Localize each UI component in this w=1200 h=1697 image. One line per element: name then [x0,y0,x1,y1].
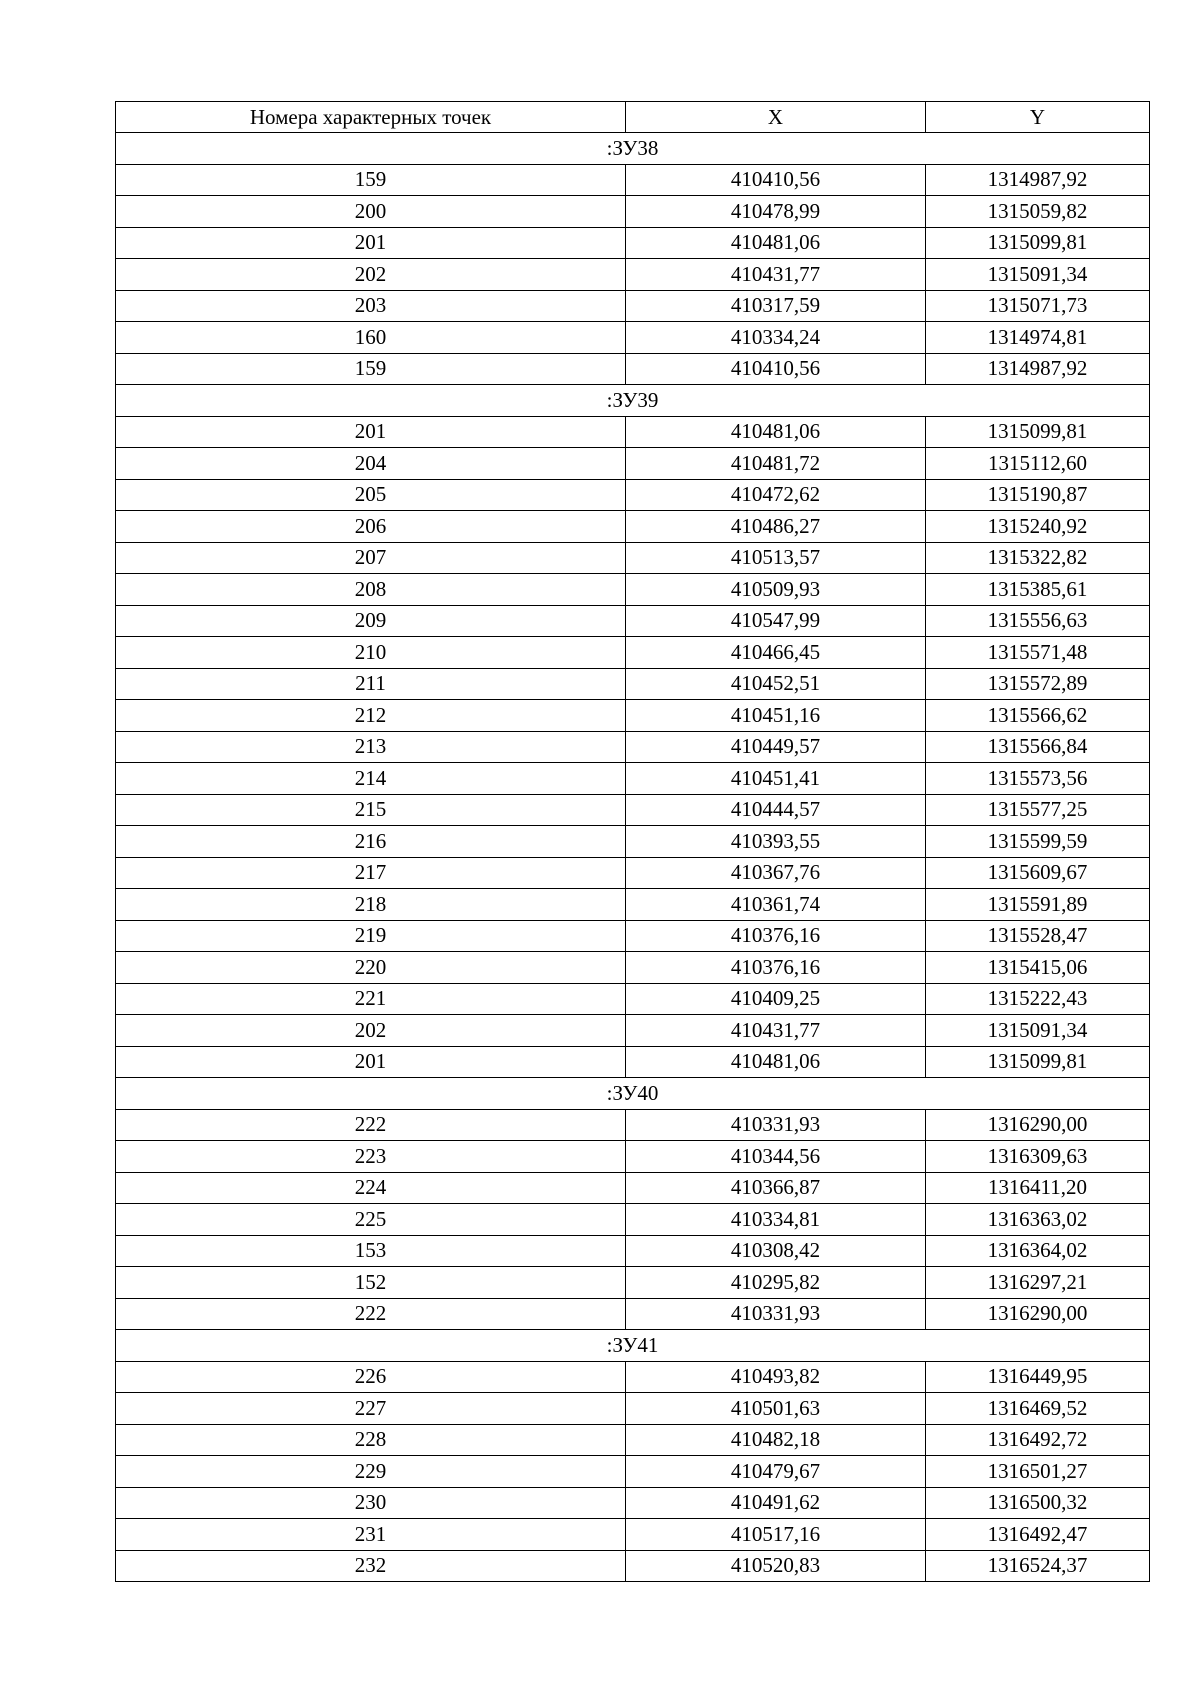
point-number-cell: 223 [116,1141,626,1173]
point-number-cell: 210 [116,637,626,669]
point-number-cell: 152 [116,1267,626,1299]
point-number-cell: 220 [116,952,626,984]
point-number-cell: 206 [116,511,626,543]
table-row [116,227,1150,259]
x-coordinate-cell: 410376,16 [626,952,926,984]
y-coordinate-cell: 1315572,89 [926,668,1150,700]
point-number-cell: 159 [116,353,626,385]
point-number-cell: 215 [116,794,626,826]
table-row [116,511,1150,543]
x-coordinate-cell: 410517,16 [626,1519,926,1551]
y-coordinate-cell: 1315577,25 [926,794,1150,826]
point-number-cell: 211 [116,668,626,700]
point-number-cell: 226 [116,1361,626,1393]
table-row [116,574,1150,606]
x-coordinate-cell: 410481,06 [626,227,926,259]
section-row [116,1078,1150,1110]
point-number-cell: 205 [116,479,626,511]
point-number-cell: 208 [116,574,626,606]
x-coordinate-cell: 410481,06 [626,416,926,448]
x-coordinate-cell: 410331,93 [626,1109,926,1141]
y-coordinate-cell: 1315599,59 [926,826,1150,858]
point-number-cell: 216 [116,826,626,858]
table-row [116,637,1150,669]
x-coordinate-cell: 410451,41 [626,763,926,795]
table-row [116,322,1150,354]
section-row [116,385,1150,417]
x-coordinate-cell: 410481,72 [626,448,926,480]
x-coordinate-cell: 410295,82 [626,1267,926,1299]
point-number-cell: 230 [116,1487,626,1519]
table-row [116,1204,1150,1236]
point-number-cell: 232 [116,1550,626,1582]
table-row [116,290,1150,322]
point-number-cell: 217 [116,857,626,889]
table-row [116,1519,1150,1551]
header-y: Y [926,102,1150,133]
section-title: :ЗУ40 [116,1078,1150,1110]
y-coordinate-cell: 1316500,32 [926,1487,1150,1519]
x-coordinate-cell: 410486,27 [626,511,926,543]
table-row [116,952,1150,984]
table-row [116,479,1150,511]
y-coordinate-cell: 1315385,61 [926,574,1150,606]
point-number-cell: 212 [116,700,626,732]
x-coordinate-cell: 410366,87 [626,1172,926,1204]
point-number-cell: 222 [116,1109,626,1141]
header-point-number: Номера характерных точек [116,102,626,133]
x-coordinate-cell: 410479,67 [626,1456,926,1488]
x-coordinate-cell: 410472,62 [626,479,926,511]
y-coordinate-cell: 1315099,81 [926,227,1150,259]
y-coordinate-cell: 1316309,63 [926,1141,1150,1173]
table-row [116,826,1150,858]
point-number-cell: 218 [116,889,626,921]
y-coordinate-cell: 1315566,62 [926,700,1150,732]
table-row [116,889,1150,921]
table-row [116,1046,1150,1078]
coordinates-table [115,101,1150,1582]
y-coordinate-cell: 1314987,92 [926,353,1150,385]
x-coordinate-cell: 410482,18 [626,1424,926,1456]
point-number-cell: 228 [116,1424,626,1456]
y-coordinate-cell: 1315190,87 [926,479,1150,511]
x-coordinate-cell: 410431,77 [626,259,926,291]
point-number-cell: 222 [116,1298,626,1330]
table-row [116,196,1150,228]
y-coordinate-cell: 1316501,27 [926,1456,1150,1488]
x-coordinate-cell: 410449,57 [626,731,926,763]
point-number-cell: 200 [116,196,626,228]
y-coordinate-cell: 1316492,72 [926,1424,1150,1456]
y-coordinate-cell: 1314974,81 [926,322,1150,354]
y-coordinate-cell: 1315099,81 [926,1046,1150,1078]
y-coordinate-cell: 1315091,34 [926,1015,1150,1047]
point-number-cell: 204 [116,448,626,480]
x-coordinate-cell: 410431,77 [626,1015,926,1047]
y-coordinate-cell: 1315222,43 [926,983,1150,1015]
y-coordinate-cell: 1315609,67 [926,857,1150,889]
table-row [116,164,1150,196]
x-coordinate-cell: 410331,93 [626,1298,926,1330]
y-coordinate-cell: 1315571,48 [926,637,1150,669]
section-title: :ЗУ39 [116,385,1150,417]
section-title: :ЗУ41 [116,1330,1150,1362]
point-number-cell: 221 [116,983,626,1015]
x-coordinate-cell: 410410,56 [626,353,926,385]
y-coordinate-cell: 1316492,47 [926,1519,1150,1551]
y-coordinate-cell: 1316364,02 [926,1235,1150,1267]
x-coordinate-cell: 410334,81 [626,1204,926,1236]
table-row [116,259,1150,291]
y-coordinate-cell: 1316449,95 [926,1361,1150,1393]
x-coordinate-cell: 410466,45 [626,637,926,669]
table-row [116,448,1150,480]
x-coordinate-cell: 410509,93 [626,574,926,606]
table-row [116,1424,1150,1456]
y-coordinate-cell: 1315091,34 [926,259,1150,291]
x-coordinate-cell: 410361,74 [626,889,926,921]
point-number-cell: 214 [116,763,626,795]
y-coordinate-cell: 1316297,21 [926,1267,1150,1299]
x-coordinate-cell: 410409,25 [626,983,926,1015]
x-coordinate-cell: 410493,82 [626,1361,926,1393]
table-row [116,542,1150,574]
x-coordinate-cell: 410451,16 [626,700,926,732]
table-row [116,1015,1150,1047]
point-number-cell: 209 [116,605,626,637]
y-coordinate-cell: 1316524,37 [926,1550,1150,1582]
y-coordinate-cell: 1315240,92 [926,511,1150,543]
y-coordinate-cell: 1316363,02 [926,1204,1150,1236]
x-coordinate-cell: 410367,76 [626,857,926,889]
table-row [116,1298,1150,1330]
table-row [116,416,1150,448]
y-coordinate-cell: 1315071,73 [926,290,1150,322]
y-coordinate-cell: 1315059,82 [926,196,1150,228]
point-number-cell: 225 [116,1204,626,1236]
x-coordinate-cell: 410334,24 [626,322,926,354]
section-row [116,1330,1150,1362]
x-coordinate-cell: 410478,99 [626,196,926,228]
point-number-cell: 213 [116,731,626,763]
x-coordinate-cell: 410410,56 [626,164,926,196]
table-row [116,1393,1150,1425]
table-row [116,1172,1150,1204]
table-row [116,668,1150,700]
y-coordinate-cell: 1316290,00 [926,1298,1150,1330]
x-coordinate-cell: 410501,63 [626,1393,926,1425]
point-number-cell: 231 [116,1519,626,1551]
table-body [116,133,1150,1582]
x-coordinate-cell: 410317,59 [626,290,926,322]
x-coordinate-cell: 410444,57 [626,794,926,826]
point-number-cell: 202 [116,1015,626,1047]
point-number-cell: 160 [116,322,626,354]
y-coordinate-cell: 1315322,82 [926,542,1150,574]
y-coordinate-cell: 1315099,81 [926,416,1150,448]
point-number-cell: 219 [116,920,626,952]
point-number-cell: 207 [116,542,626,574]
x-coordinate-cell: 410376,16 [626,920,926,952]
table-row [116,605,1150,637]
table-row [116,1361,1150,1393]
section-title: :ЗУ38 [116,133,1150,165]
x-coordinate-cell: 410481,06 [626,1046,926,1078]
table-row [116,794,1150,826]
y-coordinate-cell: 1315112,60 [926,448,1150,480]
point-number-cell: 227 [116,1393,626,1425]
table-row [116,1456,1150,1488]
y-coordinate-cell: 1315556,63 [926,605,1150,637]
table-row [116,1267,1150,1299]
y-coordinate-cell: 1316290,00 [926,1109,1150,1141]
x-coordinate-cell: 410308,42 [626,1235,926,1267]
x-coordinate-cell: 410452,51 [626,668,926,700]
table-row [116,731,1150,763]
x-coordinate-cell: 410513,57 [626,542,926,574]
header-row [116,102,1150,133]
table-row [116,983,1150,1015]
y-coordinate-cell: 1316469,52 [926,1393,1150,1425]
x-coordinate-cell: 410491,62 [626,1487,926,1519]
y-coordinate-cell: 1315415,06 [926,952,1150,984]
y-coordinate-cell: 1315591,89 [926,889,1150,921]
table-row [116,1487,1150,1519]
table-row [116,1109,1150,1141]
table-row [116,700,1150,732]
x-coordinate-cell: 410520,83 [626,1550,926,1582]
point-number-cell: 202 [116,259,626,291]
table-row [116,1550,1150,1582]
point-number-cell: 201 [116,227,626,259]
point-number-cell: 224 [116,1172,626,1204]
table-row [116,1235,1150,1267]
point-number-cell: 159 [116,164,626,196]
header-x: X [626,102,926,133]
y-coordinate-cell: 1314987,92 [926,164,1150,196]
y-coordinate-cell: 1315528,47 [926,920,1150,952]
point-number-cell: 203 [116,290,626,322]
point-number-cell: 229 [116,1456,626,1488]
table-row [116,1141,1150,1173]
y-coordinate-cell: 1316411,20 [926,1172,1150,1204]
table-row [116,920,1150,952]
x-coordinate-cell: 410393,55 [626,826,926,858]
section-row [116,133,1150,165]
point-number-cell: 201 [116,416,626,448]
point-number-cell: 201 [116,1046,626,1078]
table-row [116,763,1150,795]
table-row [116,857,1150,889]
table-row [116,353,1150,385]
y-coordinate-cell: 1315566,84 [926,731,1150,763]
point-number-cell: 153 [116,1235,626,1267]
x-coordinate-cell: 410344,56 [626,1141,926,1173]
y-coordinate-cell: 1315573,56 [926,763,1150,795]
x-coordinate-cell: 410547,99 [626,605,926,637]
